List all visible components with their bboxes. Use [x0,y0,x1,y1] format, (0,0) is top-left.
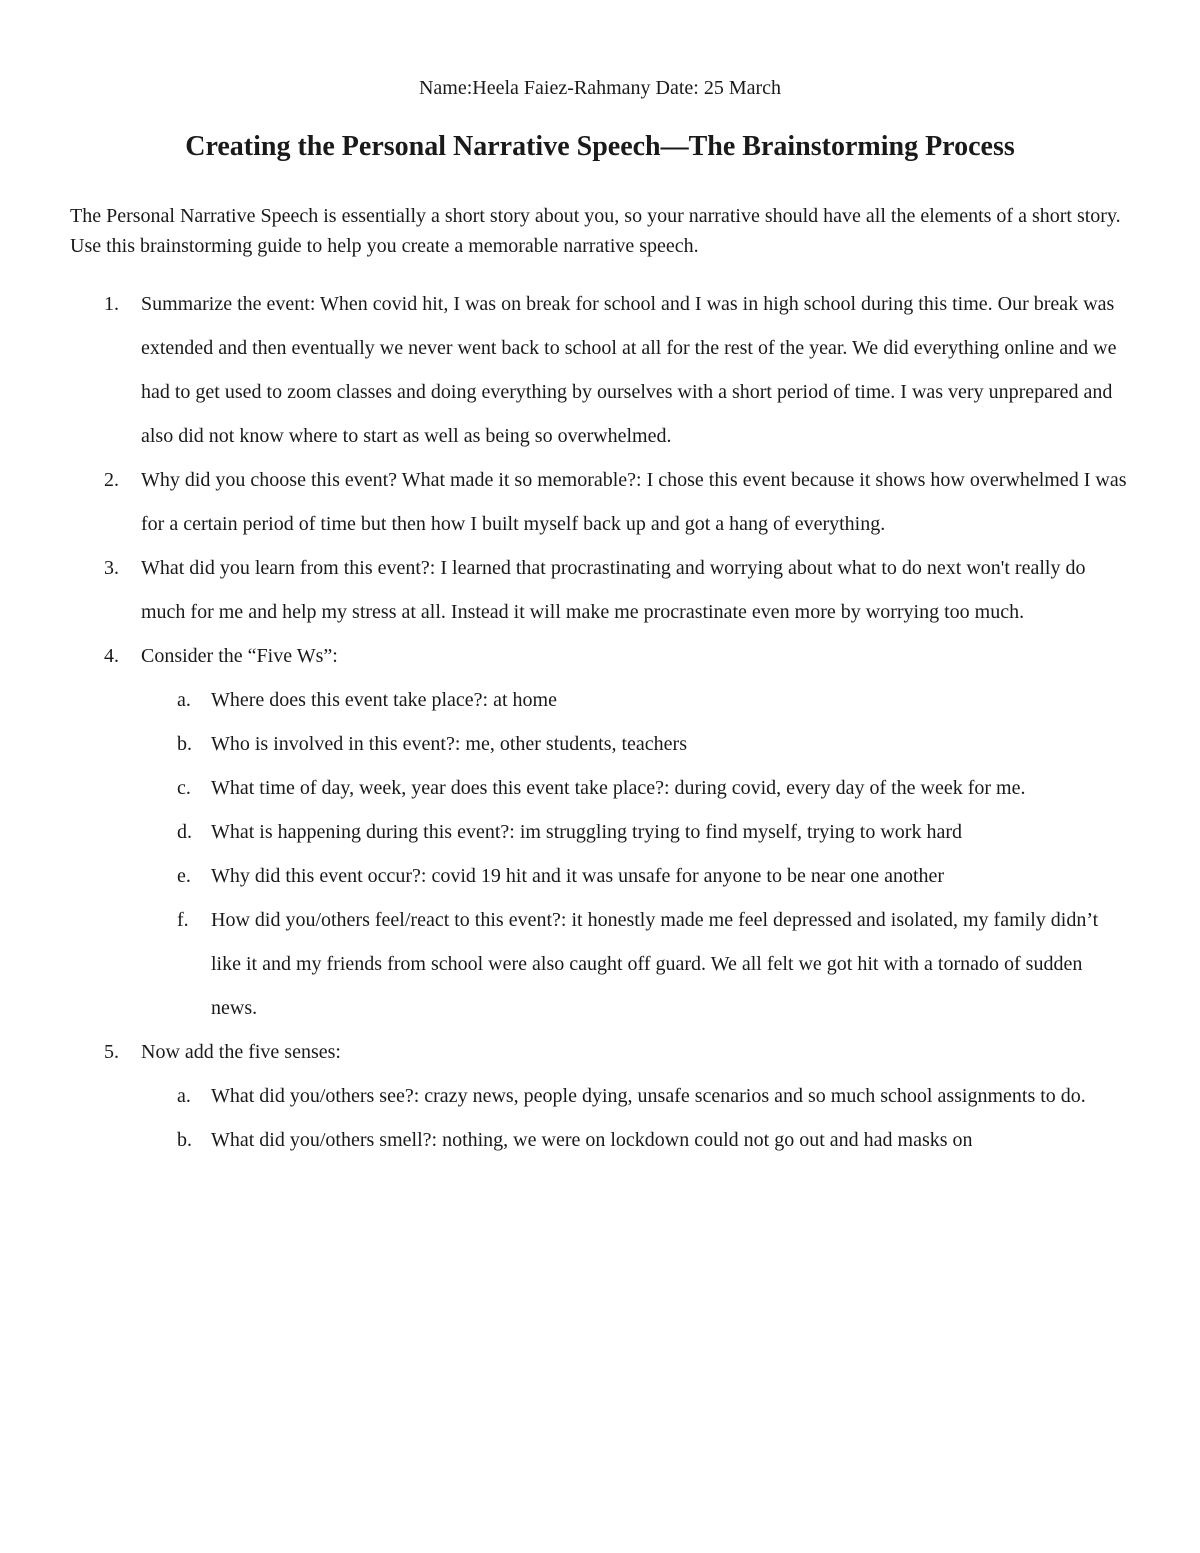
item-text: What did you learn from this event?: I learned that procrastinating and worrying about what to do next won't really do much for me and help my stress at all. Instead it will make me procrastinate even more by worrying too much. [141,557,1086,623]
sub-item-e [141,854,1132,898]
item-number: 1. [104,293,119,315]
list-item-1 [0,282,1200,458]
sub-item-text: How did you/others feel/react to this event?: it honestly made me feel depressed and isolated, my family didn’t like it and my friends from school were also caught off guard. We all felt we got hit with a tornado of sudden news. [211,909,1099,1019]
sub-item-text: What is happening during this event?: im struggling trying to find myself, trying to work hard [211,821,962,843]
sub-item-a [141,678,1132,722]
sub-item-letter: f. [177,909,189,931]
sub-item-b [141,722,1132,766]
sub-item-letter: a. [177,689,191,711]
five-senses-sublist [141,1074,1132,1162]
name-date-line: Name:Heela Faiez-Rahmany Date: 25 March [418,77,782,99]
sub-item-text: What time of day, week, year does this event take place?: during covid, every day of the week for me. [211,777,1026,799]
sub-item-f [141,898,1132,1030]
sub-item-text: Why did this event occur?: covid 19 hit and it was unsafe for anyone to be near one another [211,865,945,887]
item-text: Why did you choose this event? What made it so memorable?: I chose this event because it shows how overwhelmed I was for a certain period of time but then how I built myself back up and got a hang of everything. [141,469,1127,535]
sub-item-letter: b. [177,1129,192,1151]
sub-item-text: Where does this event take place?: at home [211,689,557,711]
list-item-2 [0,458,1200,546]
list-item-5 [0,1030,1200,1162]
item-number: 2. [104,469,119,491]
sub-item-letter: a. [177,1085,191,1107]
item-number: 4. [104,645,119,667]
sub-item-c [141,766,1132,810]
list-item-3 [0,546,1200,634]
sub-item-text: Who is involved in this event?: me, other students, teachers [211,733,687,755]
sub-item-letter: d. [177,821,192,843]
sub-item-text: What did you/others smell?: nothing, we were on lockdown could not go out and had masks on [211,1129,973,1151]
intro-paragraph: The Personal Narrative Speech is essentially a short story about you, so your narrative should have all the elements of a short story. Use this brainstorming guide to help you create a memorable narrative speech. [70,205,1121,257]
brainstorm-list [0,282,1200,1162]
item-text: Consider the “Five Ws”: [141,645,338,667]
item-number: 5. [104,1041,119,1063]
sub-item-text: What did you/others see?: crazy news, people dying, unsafe scenarios and so much school assignments to do. [211,1085,1086,1107]
sub-item-letter: e. [177,865,191,887]
sub-item-letter: c. [177,777,191,799]
sub-item-letter: b. [177,733,192,755]
sub-item-b [141,1118,1132,1162]
item-text: Now add the five senses: [141,1041,341,1063]
sub-item-d [141,810,1132,854]
item-number: 3. [104,557,119,579]
five-ws-sublist [141,678,1132,1030]
sub-item-a [141,1074,1132,1118]
item-text: Summarize the event: When covid hit, I was on break for school and I was in high school during this time. Our break was extended and then eventually we never went back to school at all for the rest of the year. We did everything online and we had to get used to zoom classes and doing everything by ourselves with a short period of time. I was very unprepared and also did not know where to start as well as being so overwhelmed. [141,293,1117,447]
document-title: Creating the Personal Narrative Speech—The Brainstorming Process [185,131,1015,162]
list-item-4 [0,634,1200,1030]
